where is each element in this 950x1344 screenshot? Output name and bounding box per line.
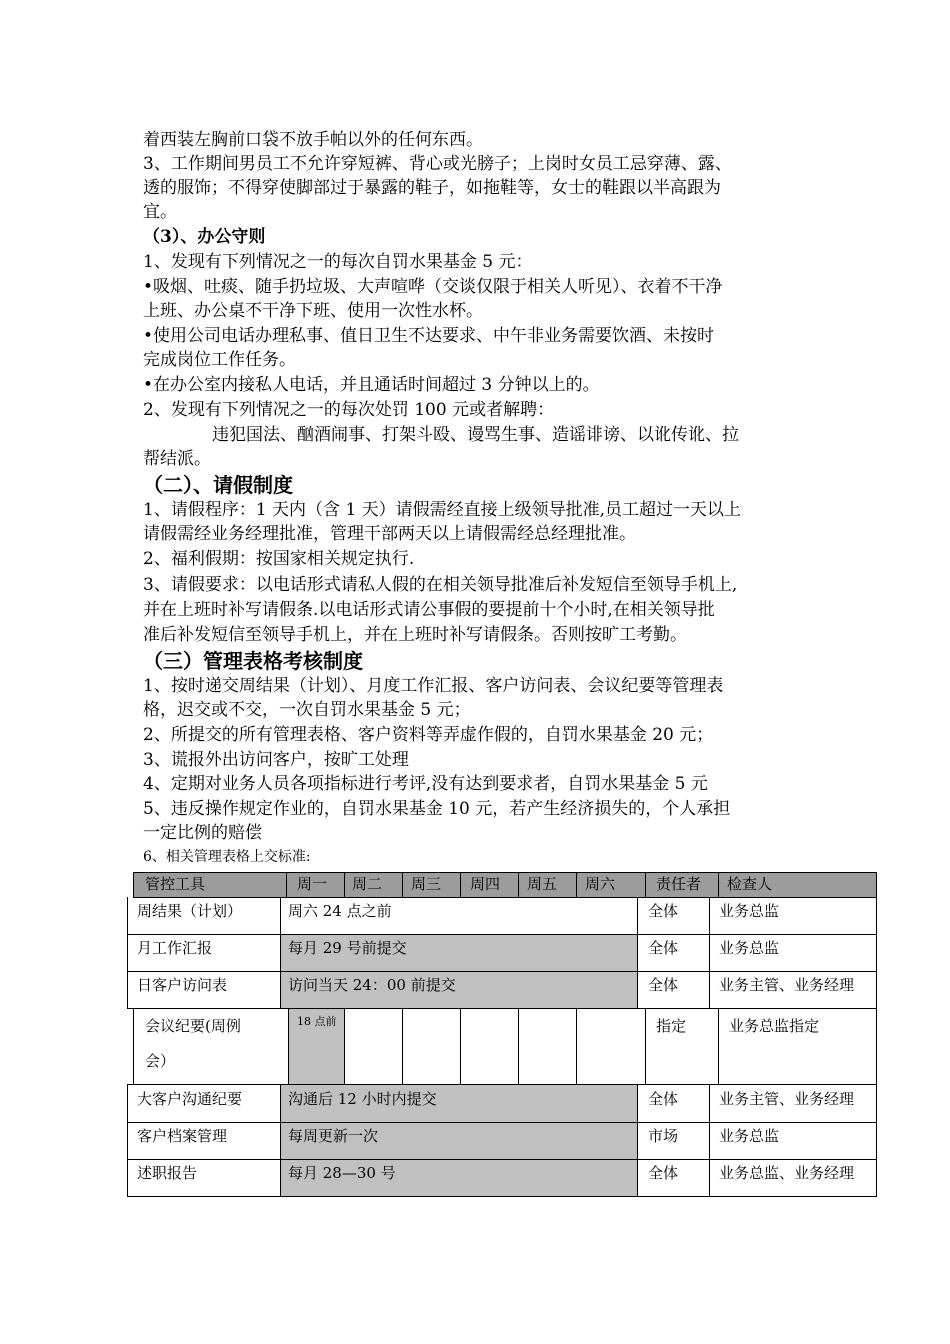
table-cell-tool: 述职报告: [137, 1164, 198, 1182]
table-cell-checker: 业务总监: [719, 939, 780, 957]
header-cell-tool: 管控工具: [145, 875, 206, 893]
table-cell-owner: 全体: [648, 1090, 679, 1108]
table-cell-deadline: 沟通后 12 小时内提交: [288, 1090, 437, 1108]
text-line: 一定比例的赔偿: [143, 823, 262, 843]
text-line: 3、谎报外出访问客户，按旷工处理: [143, 750, 409, 770]
text-line: 1、请假程序：1 天内（含 1 天）请假需经直接上级领导批准,员工超过一天以上: [143, 500, 742, 520]
table-cell-tool: 大客户沟通纪要: [137, 1090, 243, 1108]
text-line: 3、工作期间男员工不允许穿短裤、背心或光膀子；上岗时女员工忌穿薄、露、: [143, 154, 732, 174]
header-cell-sat: 周六: [585, 875, 616, 893]
table-cell-owner: 全体: [648, 976, 679, 994]
table-cell-checker: 业务主管、业务经理: [719, 1090, 855, 1108]
text-line: 着西装左胸前口袋不放手帕以外的任何东西。: [143, 130, 483, 150]
section-heading-leave: （二）、请假制度: [143, 473, 293, 497]
table-cell-deadline: 每月 29 号前提交: [288, 939, 407, 957]
table-cell-deadline: 18 点前: [297, 1015, 337, 1028]
table-cell-deadline: 每周更新一次: [288, 1127, 379, 1145]
header-cell-checker: 检查人: [727, 875, 773, 893]
text-line: 并在上班时补写请假条.以电话形式请公事假的要提前十个小时,在相关领导批: [143, 600, 715, 620]
text-line: 2、发现有下列情况之一的每次处罚 100 元或者解聘：: [143, 400, 555, 420]
text-line: 4、定期对业务人员各项指标进行考评,没有达到要求者，自罚水果基金 5 元: [143, 774, 708, 794]
table-cell-checker: 业务总监、业务经理: [719, 1164, 855, 1182]
text-line: 2、福利假期：按国家相关规定执行.: [143, 549, 415, 569]
header-cell-mon: 周一: [297, 875, 328, 893]
text-line: 透的服饰；不得穿使脚部过于暴露的鞋子，如拖鞋等，女士的鞋跟以半高跟为: [143, 178, 721, 198]
header-cell-fri: 周五: [527, 875, 558, 893]
table-cell-owner: 全体: [648, 939, 679, 957]
text-line: 1、发现有下列情况之一的每次自罚水果基金 5 元：: [143, 252, 533, 272]
table-cell-owner: 市场: [648, 1127, 679, 1145]
table-cell-owner: 全体: [648, 902, 679, 920]
header-cell-owner: 责任者: [656, 875, 702, 893]
text-line: 准后补发短信至领导手机上，并在上班时补写请假条。否则按旷工考勤。: [143, 625, 687, 645]
text-line: 帮结派。: [143, 449, 211, 469]
table-cell-owner: 指定: [656, 1017, 687, 1035]
table-cell-owner: 全体: [648, 1164, 679, 1182]
section-heading-forms: （三）管理表格考核制度: [143, 649, 363, 673]
text-line: 违犯国法、酗酒闹事、打架斗殴、谩骂生事、造谣诽谤、以讹传讹、拉: [212, 425, 739, 445]
text-line: 2、所提交的所有管理表格、客户资料等弄虚作假的，自罚水果基金 20 元；: [143, 725, 714, 745]
table-cell-tool: 客户档案管理: [137, 1127, 228, 1145]
table-cell-checker: 业务主管、业务经理: [719, 976, 855, 994]
text-line: 完成岗位工作任务。: [143, 350, 296, 370]
header-cell-tue: 周二: [352, 875, 383, 893]
header-cell-wed: 周三: [411, 875, 442, 893]
table-cell-tool: 日客户访问表: [137, 976, 228, 994]
section-subheading: （3）、办公守则: [143, 227, 266, 247]
text-line: 3、请假要求：以电话形式请私人假的在相关领导批准后补发短信至领导手机上,: [143, 575, 738, 595]
text-line: 上班、办公桌不干净下班、使用一次性水杯。: [143, 301, 483, 321]
table-cell-tool: 会议纪要(周例: [145, 1017, 241, 1035]
bullet-line: •使用公司电话办理私事、值日卫生不达要求、中午非业务需要饮酒、未按时: [143, 326, 715, 346]
table-cell-tool: 周结果（计划）: [137, 902, 243, 920]
table-cell-checker: 业务总监: [719, 902, 780, 920]
table-cell-checker: 业务总监: [719, 1127, 780, 1145]
table-cell-deadline: 访问当天 24：00 前提交: [288, 976, 456, 994]
table-cell-deadline: 每月 28—30 号: [288, 1164, 396, 1182]
text-line: 6、相关管理表格上交标准:: [143, 849, 311, 865]
bullet-line: •在办公室内接私人电话，并且通话时间超过 3 分钟以上的。: [143, 375, 600, 395]
table-cell-tool: 月工作汇报: [137, 939, 213, 957]
text-line: 1、按时递交周结果（计划）、月度工作汇报、客户访问表、会议纪要等管理表: [143, 676, 724, 696]
text-line: 宜。: [143, 202, 177, 222]
table-cell-checker: 业务总监指定: [729, 1017, 820, 1035]
bullet-line: •吸烟、吐痰、随手扔垃圾、大声喧哗（交谈仅限于相关人听见）、衣着不干净: [143, 277, 723, 297]
table-cell-deadline: 周六 24 点之前: [288, 902, 392, 920]
text-line: 请假需经业务经理批准，管理干部两天以上请假需经总经理批准。: [143, 524, 636, 544]
table-cell-tool-cont: 会）: [145, 1052, 176, 1070]
text-line: 5、违反操作规定作业的，自罚水果基金 10 元，若产生经济损失的，个人承担: [143, 799, 731, 819]
text-line: 格，迟交或不交，一次自罚水果基金 5 元；: [143, 700, 471, 720]
header-cell-thu: 周四: [470, 875, 501, 893]
